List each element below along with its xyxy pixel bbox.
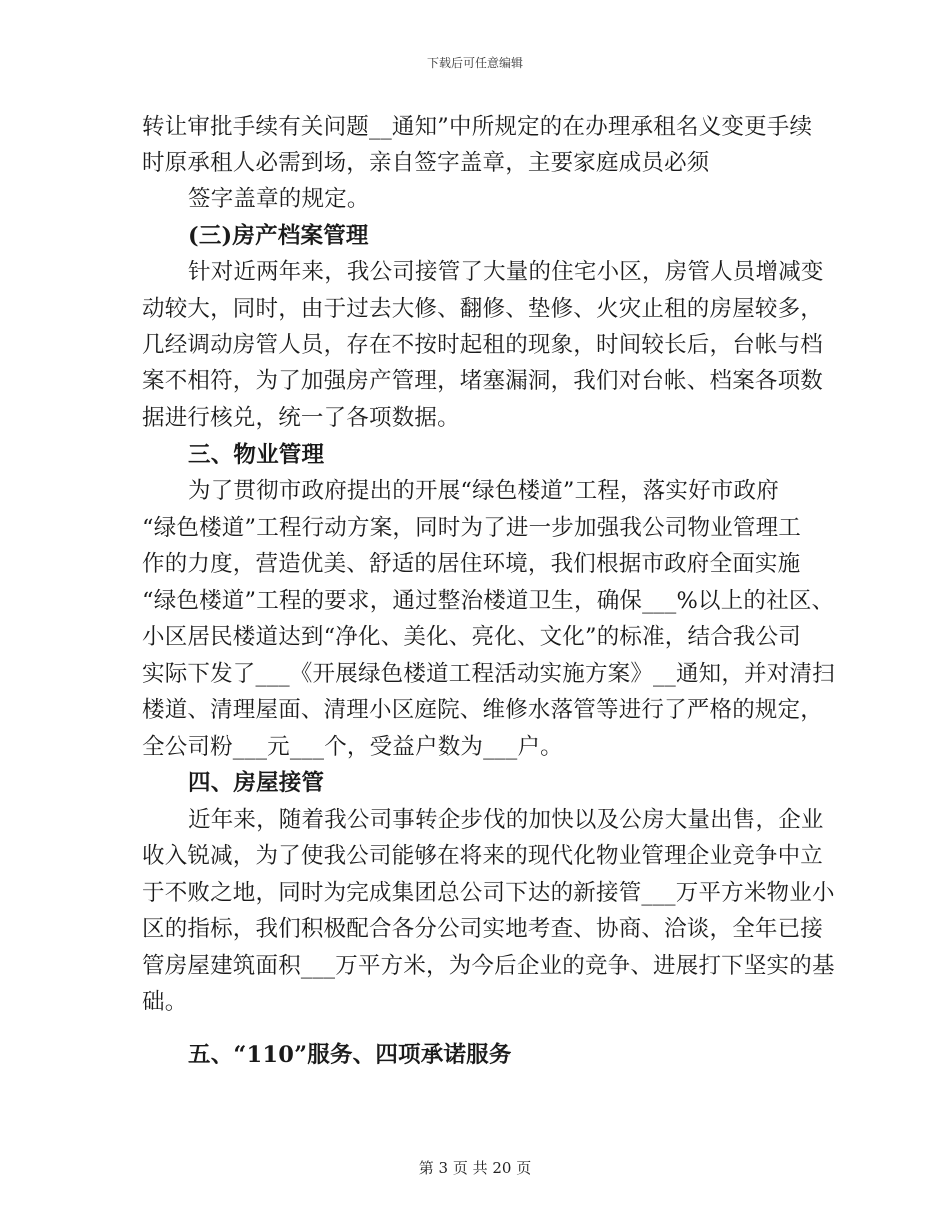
page-footer: 第 3 页 共 20 页 bbox=[418, 1159, 532, 1177]
section-heading: (三)房产档案管理 bbox=[188, 223, 369, 249]
section-heading: 三、物业管理 bbox=[188, 442, 325, 468]
body-line: 为了贯彻市政府提出的开展“绿色楼道”工程，落实好市政府 bbox=[188, 478, 779, 504]
body-line: 动较大，同时，由于过去大修、翻修、垫修、火灾止租的房屋较多， bbox=[142, 296, 824, 322]
body-line: 于不败之地，同时为完成集团总公司下达的新接管___万平方米物业小 bbox=[142, 880, 835, 906]
section-heading: 五、“110”服务、四项承诺服务 bbox=[188, 1042, 512, 1068]
body-line: 收入锐减，为了使我公司能够在将来的现代化物业管理企业竞争中立 bbox=[142, 843, 824, 869]
body-line: 管房屋建筑面积___万平方米，为今后企业的竞争、进展打下坚实的基 bbox=[142, 953, 835, 979]
body-line: 转让审批手续有关问题__通知”中所规定的在办理承租名义变更手续 bbox=[142, 114, 813, 140]
body-line: 作的力度，营造优美、舒适的居住环境，我们根据市政府全面实施 bbox=[142, 551, 801, 577]
page-header: 下载后可任意编辑 bbox=[426, 56, 523, 70]
body-line: 案不相符，为了加强房产管理，堵塞漏洞，我们对台帐、档案各项数 bbox=[142, 368, 824, 394]
body-line: 实际下发了___《开展绿色楼道工程活动实施方案》__通知，并对清扫 bbox=[142, 661, 835, 687]
body-line: “绿色楼道”工程行动方案，同时为了进一步加强我公司物业管理工 bbox=[142, 515, 802, 541]
body-line: 础。 bbox=[142, 989, 188, 1015]
body-line: 小区居民楼道达到“净化、美化、亮化、文化”的标准，结合我公司 bbox=[142, 624, 802, 650]
body-line: 几经调动房管人员，存在不按时起租的现象，时间较长后，台帐与档 bbox=[142, 332, 824, 358]
body-line: 近年来，随着我公司事转企步伐的加快以及公房大量出售，企业 bbox=[188, 807, 824, 833]
body-line: 楼道、清理屋面、清理小区庭院、维修水落管等进行了严格的规定， bbox=[142, 697, 824, 723]
body-line: 全公司粉___元___个，受益户数为___户。 bbox=[142, 734, 563, 760]
body-line: 签字盖章的规定。 bbox=[188, 186, 370, 212]
body-line: “绿色楼道”工程的要求，通过整治楼道卫生，确保___%以上的社区、 bbox=[142, 588, 835, 614]
body-line: 区的指标，我们积极配合各分公司实地考查、协商、洽谈，全年已接 bbox=[142, 916, 824, 942]
body-line: 据进行核兑，统一了各项数据。 bbox=[142, 405, 460, 431]
body-line: 针对近两年来，我公司接管了大量的住宅小区，房管人员增减变 bbox=[188, 259, 824, 285]
body-line: 时原承租人必需到场，亲自签字盖章，主要家庭成员必须 bbox=[142, 150, 710, 176]
section-heading: 四、房屋接管 bbox=[188, 770, 325, 796]
